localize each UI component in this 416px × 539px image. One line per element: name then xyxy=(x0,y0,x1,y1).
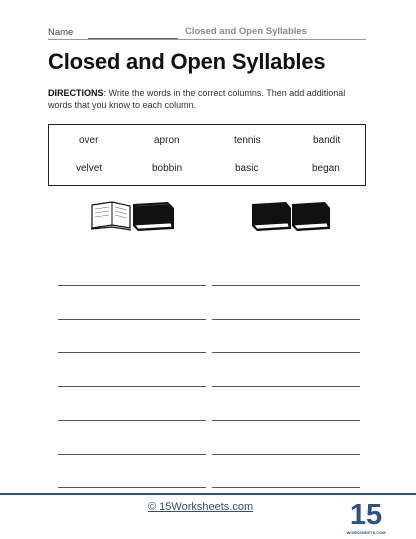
header-title: Closed and Open Syllables xyxy=(185,26,307,37)
word-bank-word: basic xyxy=(235,163,259,174)
closed-book-icon xyxy=(133,202,174,231)
15worksheets-logo xyxy=(346,494,386,539)
header-rule xyxy=(48,39,366,40)
open-book-icon xyxy=(91,202,131,230)
left-answer-line[interactable] xyxy=(58,487,206,488)
left-answer-line[interactable] xyxy=(58,454,206,455)
right-answer-line[interactable] xyxy=(212,386,360,387)
copyright-link[interactable]: © 15Worksheets.com xyxy=(148,501,254,513)
open-book-and-closed-book-icon xyxy=(90,198,176,234)
right-answer-line[interactable] xyxy=(212,319,360,320)
logo-text: WORKSHEETS.COM xyxy=(346,530,386,535)
left-answer-line[interactable] xyxy=(58,352,206,353)
directions xyxy=(48,87,368,111)
closed-book-icon xyxy=(252,202,291,231)
word-bank xyxy=(48,124,366,186)
left-answer-line[interactable] xyxy=(58,319,206,320)
closed-book-icon xyxy=(292,202,330,231)
two-closed-books-icon xyxy=(250,198,332,234)
word-bank-word: tennis xyxy=(234,135,261,146)
right-answer-line[interactable] xyxy=(212,352,360,353)
word-bank-word: velvet xyxy=(76,163,103,174)
word-bank-word: began xyxy=(312,163,340,174)
right-answer-line[interactable] xyxy=(212,420,360,421)
name-label: Name xyxy=(48,27,74,38)
right-answer-line[interactable] xyxy=(212,285,360,286)
logo-number: 15 xyxy=(349,499,383,531)
word-bank-word: bandit xyxy=(313,135,341,146)
directions-label: DIRECTIONS xyxy=(48,88,104,98)
directions-text: : Write the words in the correct columns. Then add additional words that you know to each column. xyxy=(48,88,346,110)
left-answer-line[interactable] xyxy=(58,386,206,387)
right-answer-line[interactable] xyxy=(212,487,360,488)
left-answer-line[interactable] xyxy=(58,285,206,286)
word-bank-word: apron xyxy=(154,135,180,146)
word-bank-word: bobbin xyxy=(152,163,183,174)
worksheet-title: Closed and Open Syllables xyxy=(48,49,326,74)
word-bank-word: over xyxy=(79,135,99,146)
left-answer-line[interactable] xyxy=(58,420,206,421)
right-answer-line[interactable] xyxy=(212,454,360,455)
